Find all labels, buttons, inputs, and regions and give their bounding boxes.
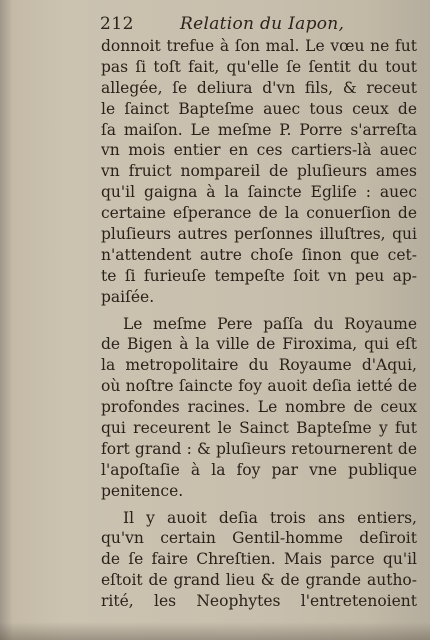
text-line: eſtoit de grand lieu & de grande autho-	[101, 571, 417, 590]
text-line: fort grand : & pluſieurs retournerent de	[101, 439, 417, 458]
paragraph-1	[101, 36, 417, 308]
paragraph-2	[101, 314, 417, 502]
page-number: 212	[100, 14, 134, 34]
text-line: qui receurent le Sainct Bapteſme y fut	[101, 419, 417, 438]
text-line: qu'il gaigna à la ſaincte Egliſe : auec	[101, 183, 417, 202]
text-line: où noſtre ſaincte foy auoit deſia ietté de	[101, 377, 417, 396]
paragraph-3	[101, 508, 417, 612]
text-line: paiſée.	[101, 287, 155, 306]
page-header	[100, 14, 420, 38]
text-line: Le meſme Pere paſſa du Royaume	[123, 314, 417, 333]
page-shadow	[0, 622, 430, 640]
running-title: Relation du Iapon,	[180, 14, 345, 34]
text-line: ſa maiſon. Le meſme P. Porre s'arreſta	[101, 120, 417, 139]
text-line: pluſieurs autres perſonnes illuſtres, qui	[101, 225, 417, 244]
text-line: penitence.	[101, 481, 184, 500]
text-line: de Bigen à la ville de Firoxima, qui eſt	[101, 335, 417, 354]
text-line: n'attendent autre choſe ſinon que cet-	[101, 245, 417, 264]
text-line: donnoit trefue à ſon mal. Le vœu ne fut	[101, 37, 417, 55]
text-line: vn mois entier en ces cartiers-là auec	[101, 141, 417, 160]
text-line: allegée, ſe deliura d'vn fils, & receut	[101, 78, 417, 97]
text-line: vn fruict nompareil de pluſieurs ames	[101, 162, 417, 181]
text-line: rité, les Neophytes l'entretenoient	[101, 592, 417, 611]
text-line: Il y auoit deſia trois ans entiers,	[123, 508, 417, 527]
text-line: de ſe faire Chreſtien. Mais parce qu'il	[101, 550, 417, 569]
text-line: le ſainct Bapteſme auec tous ceux de	[101, 99, 417, 118]
text-line: te ſi furieuſe tempeſte ſoit vn peu ap-	[101, 266, 417, 285]
text-line: pas ſi toſt fait, qu'elle ſe ſentit du tout	[101, 57, 417, 76]
text-line: profondes racines. Le nombre de ceux	[101, 398, 417, 417]
text-line: l'apoſtaſie à la foy par vne publique	[101, 460, 417, 479]
text-line: qu'vn certain Gentil-homme deſiroit	[101, 529, 417, 548]
text-line: certaine eſperance de la conuerſion de	[101, 204, 417, 223]
text-line: la metropolitaire du Royaume d'Aqui,	[101, 356, 417, 375]
body-text	[101, 36, 417, 612]
